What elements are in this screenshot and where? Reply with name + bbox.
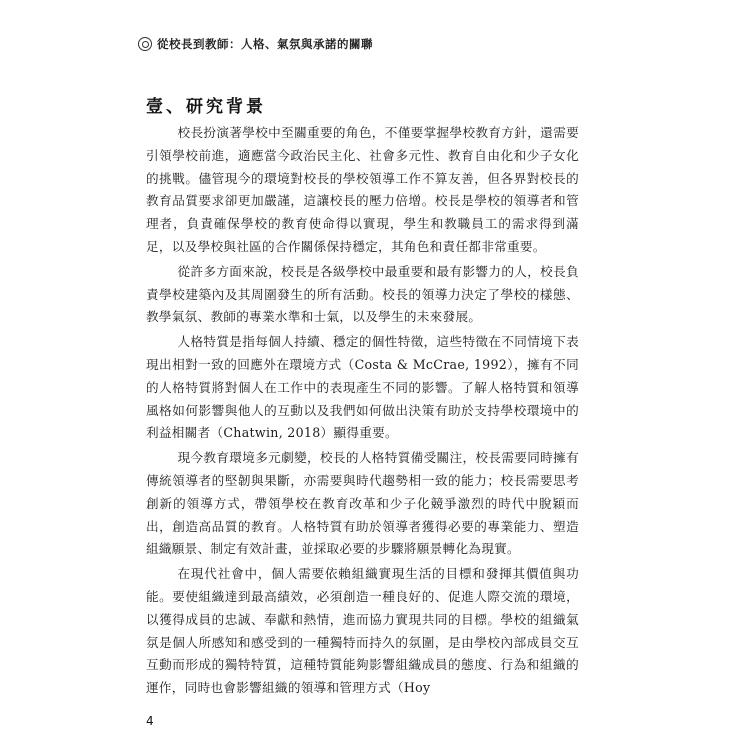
body-text — [146, 122, 579, 702]
book-logo-icon — [138, 37, 152, 51]
running-header — [138, 36, 373, 52]
page-number: 4 — [146, 714, 154, 728]
paragraph: 校長扮演著學校中至關重要的角色，不僅要掌握學校教育方針，還需要引領學校前進，適應當今政治民主化、社會多元性、教育自由化和少子女化的挑戰。儘管現今的環境對校長的學校領導工作不算友善，但各界對校長的教育品質要求卻更加嚴謹，這讓校長的壓力倍增。校長是學校的領導者和管理者，負責確保學校的教育使命得以實現，學生和教職員工的需求得到滿足，以及學校與社區的合作關係保持穩定，其角色和責任都非常重要。 — [146, 125, 579, 254]
paragraph: 從許多方面來說，校長是各級學校中最重要和最有影響力的人，校長負責學校建築內及其周圍發生的所有活動。校長的領導力決定了學校的樣態、教學氣氛、教師的專業水準和士氣，以及學生的未來發展。 — [146, 263, 579, 325]
paragraph: 現今教育環境多元劇變，校長的人格特質備受關注，校長需要同時擁有傳統領導者的堅韌與果斷，亦需要與時代趨勢相一致的能力；校長需要思考創新的領導方式，帶領學校在教育改革和少子化競爭激烈的時代中脫穎而出，創造高品質的教育。人格特質有助於領導者獲得必要的專業能力、塑造組織願景、制定有效計畫，並採取必要的步驟將願景轉化為現實。 — [146, 450, 579, 557]
paragraph: 人格特質是指每個人持續、穩定的個性特徵，這些特徵在不同情境下表現出相對一致的回應外在環境方式（Costa & McCrae, 1992），擁有不同的人格特質將對個人在工作中的表現產生不同的影響。了解人格特質和領導風格如何影響與他人的互動以及我們如何做出決策有助於支持學校環境中的利益相關者（Chatwin, 2018）顯得重要。 — [146, 334, 579, 441]
section-heading: 壹、研究背景 — [146, 97, 266, 117]
running-header-title: 從校長到教師：人格、氣氛與承諾的關聯 — [157, 37, 373, 51]
paragraph: 在現代社會中，個人需要依賴組織實現生活的目標和發揮其價值與功能。要使組織達到最高績效，必須創造一種良好的、促進人際交流的環境，以獲得成員的忠誠、奉獻和熱情，進而協力實現共同的目標。學校的組織氣氛是個人所感知和感受到的一種獨特而持久的氛圍，是由學校內部成員交互互動而形成的獨特特質，這種特質能夠影響組織成員的態度、行為和組織的運作，同時也會影響組織的領導和管理方式（Hoy — [146, 566, 579, 696]
